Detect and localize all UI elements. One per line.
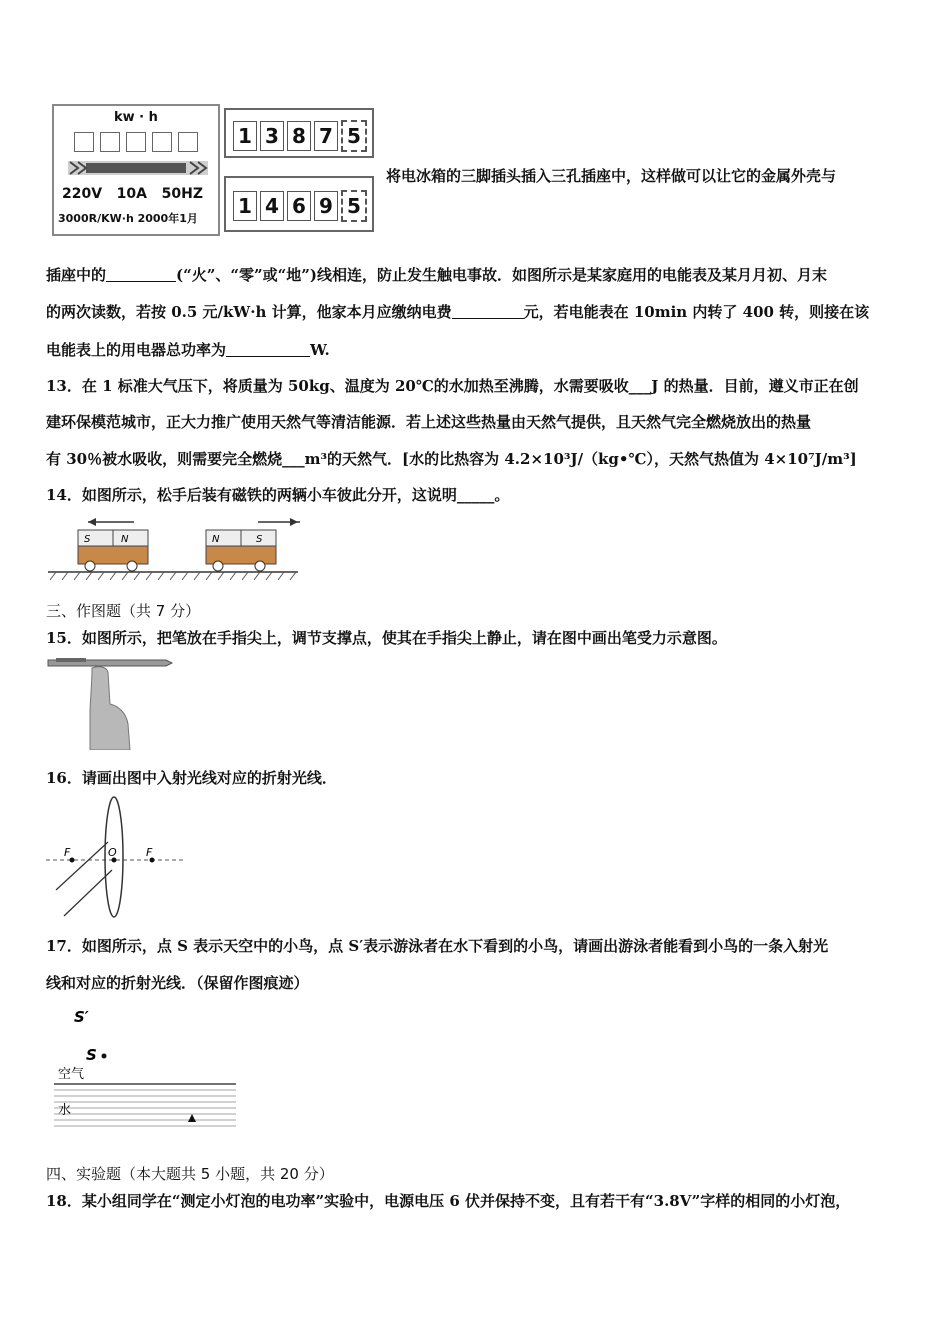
section3-title: 三、作图题（共 7 分） <box>46 602 201 620</box>
cart1-pole-left: S <box>84 534 91 545</box>
reading-end-digit: 6 <box>287 191 311 221</box>
q15-text: 15．如图所示，把笔放在手指尖上，调节支撑点，使其在手指尖上静止，请在图中画出笔受力示意图。 <box>46 629 727 647</box>
s-label: S <box>86 1046 97 1064</box>
water-label: 水 <box>58 1103 72 1118</box>
section4-title: 四、实验题（本大题共 5 小题，共 20 分） <box>46 1165 334 1183</box>
reading-end-digit: 1 <box>233 191 257 221</box>
meter-disc-window <box>68 158 208 178</box>
q12-line1-b: (“火”、“零”或“地”)线相连，防止发生触电事故．如图所示是某家庭用的电能表及某月月初、月末 <box>176 266 827 284</box>
q18-text: 18．某小组同学在“测定小灯泡的电功率”实验中，电源电压 6 伏并保持不变，且有若干有“3.8V”字样的相同的小灯泡， <box>46 1192 851 1210</box>
meter-unit: kw · h <box>114 110 158 125</box>
reading-start-digit: 7 <box>314 121 338 151</box>
q17-line2: 线和对应的折射光线．（保留作图痕迹） <box>46 974 309 992</box>
answer-blank <box>452 303 524 319</box>
q14-text: 14．如图所示，松手后装有磁铁的两辆小车彼此分开，这说明_____。 <box>46 486 510 504</box>
q12-line2-a: 的两次读数，若按 0.5 元/kW·h 计算，他家本月应缴纳电费 <box>46 303 452 321</box>
q12-line3 <box>46 339 330 360</box>
reading-start-digit: 5 <box>341 120 367 152</box>
electric-meter <box>52 104 220 236</box>
answer-blank <box>106 266 176 282</box>
pen-on-finger-figure <box>46 654 176 750</box>
magnet-carts-figure <box>46 510 300 586</box>
q12-line2 <box>46 301 869 322</box>
q12-intro: 将电冰箱的三脚插头插入三孔插座中，这样做可以让它的金属外壳与 <box>386 167 837 185</box>
focus-left-label: F <box>64 846 71 859</box>
reading-start-digit: 3 <box>260 121 284 151</box>
q12-line3-a: 电能表上的用电器总功率为 <box>46 341 227 359</box>
reading-end-digit: 9 <box>314 191 338 221</box>
focus-right-label: F <box>146 846 153 859</box>
reading-end-digit: 5 <box>341 190 367 222</box>
meter-rating: 3000R/KW·h 2000年1月 <box>58 212 198 225</box>
meter-reading-start <box>224 108 374 158</box>
q12-line1-a: 插座中的 <box>46 266 107 284</box>
cart2-pole-left: N <box>212 534 220 545</box>
q13-line1: 13．在 1 标准大气压下，将质量为 50kg、温度为 20℃的水加热至沸腾，水需要吸收___J 的热量．目前，遵义市正在创 <box>46 377 859 395</box>
reading-start-digit: 8 <box>287 121 311 151</box>
meter-digit-slots <box>74 132 198 156</box>
s-prime-label: S′ <box>74 1008 89 1026</box>
reading-start-digit: 1 <box>233 121 257 151</box>
meter-reading-end <box>224 176 374 232</box>
cart1-pole-right: N <box>121 534 129 545</box>
meter-spec: 220V 10A 50HZ <box>62 186 203 202</box>
answer-blank <box>226 341 310 357</box>
q12-line2-b: 元，若电能表在 10min 内转了 400 转，则接在该 <box>523 303 870 321</box>
cart2-pole-right: S <box>256 534 263 545</box>
q12-line3-b: W. <box>310 341 330 359</box>
air-label: 空气 <box>58 1067 85 1082</box>
q13-line2: 建环保模范城市，正大力推广使用天然气等清洁能源．若上述这些热量由天然气提供，且天然气完全燃烧放出的热量 <box>46 413 812 431</box>
bird-water-figure <box>52 1004 238 1136</box>
convex-lens-figure <box>46 794 186 920</box>
q17-line1: 17．如图所示，点 S 表示天空中的小鸟，点 S′表示游泳者在水下看到的小鸟，请画出游泳者能看到小鸟的一条入射光 <box>46 937 829 955</box>
q13-line3: 有 30％被水吸收，则需要完全燃烧___m³的天然气．[水的比热容为 4.2×10³J/（kg•℃），天然气热值为 4×10⁷J/m³] <box>46 450 857 468</box>
q12-line1 <box>46 264 827 285</box>
q16-text: 16．请画出图中入射光线对应的折射光线． <box>46 769 337 787</box>
optical-center-label: O <box>108 846 117 859</box>
reading-end-digit: 4 <box>260 191 284 221</box>
